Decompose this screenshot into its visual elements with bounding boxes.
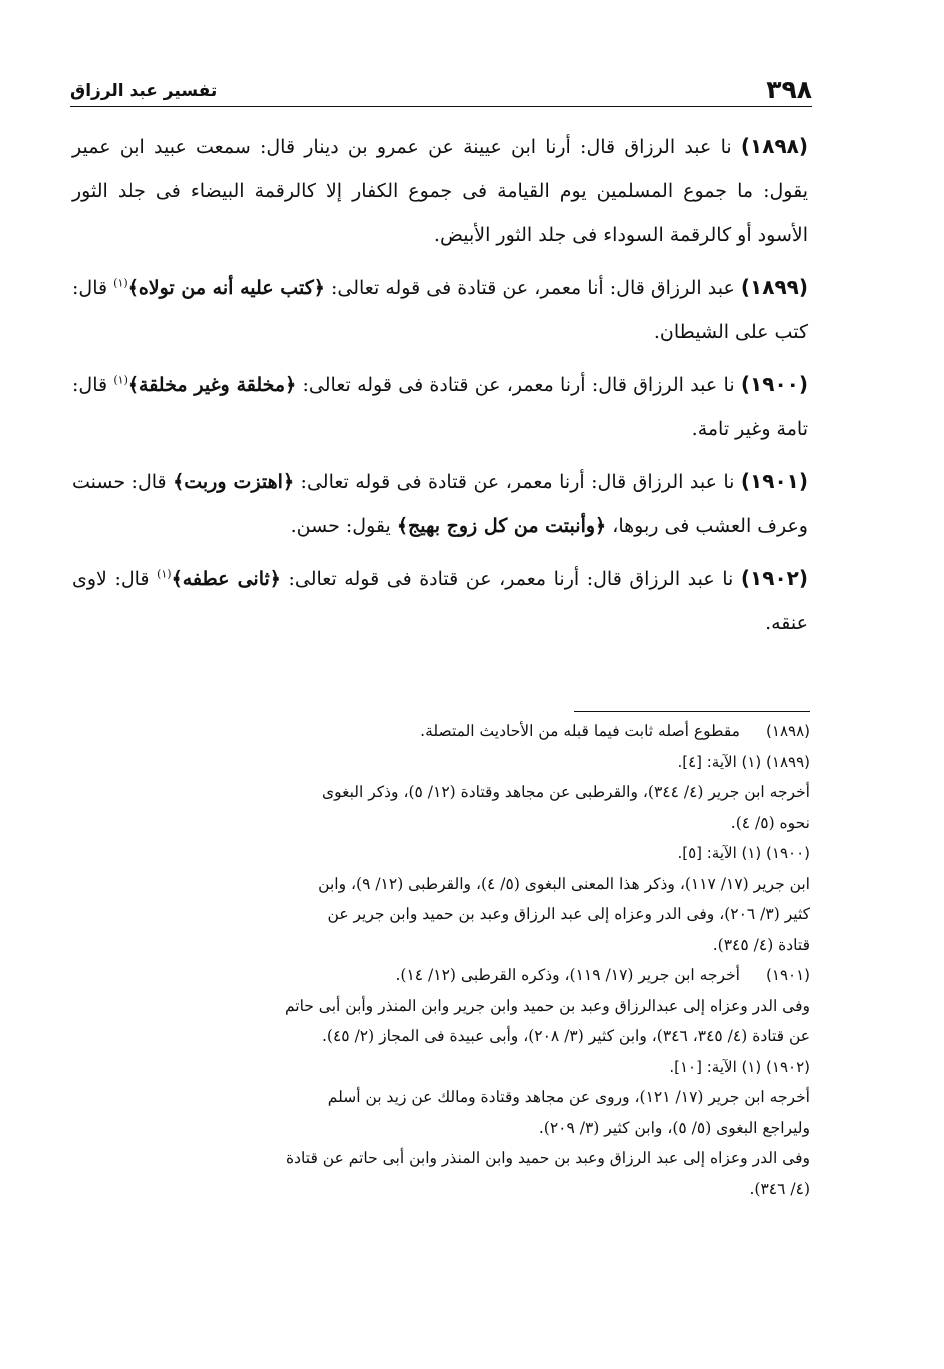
entry-text: نا عبد الرزاق قال: أرنا معمر، عن قتادة فى قوله تعالى: bbox=[296, 374, 741, 396]
footnote-line: وفى الدر وعزاه إلى عبدالرزاق وعبد بن حميد وابن جرير وابن المنذر وأبن أبى حاتم bbox=[284, 996, 810, 1015]
footnote-line: نحوه (٥/ ٤). bbox=[730, 813, 810, 832]
footnote-label: (١٩٠٠) (١) الآية: [٥]. bbox=[677, 844, 810, 862]
entry-number: (١٨٩٨) bbox=[740, 134, 808, 158]
footnote-line: عن قتادة (٤/ ٣٤٥، ٣٤٦)، وابن كثير (٣/ ٢٠٨)، وأبى عبيدة فى المجاز (٢/ ٤٥). bbox=[322, 1027, 810, 1045]
footnote-line: كثير (٣/ ٢٠٦)، وفى الدر وعزاه إلى عبد الرزاق وعبد بن حميد وابن جرير عن bbox=[327, 905, 810, 923]
entry-number: (١٩٠٢) bbox=[740, 566, 808, 590]
entry-1899 bbox=[72, 265, 808, 354]
footnote-first-line bbox=[70, 960, 810, 991]
entry-text: نا عبد الرزاق قال: أرنا ابن عيينة عن عمرو بن دينار قال: سمعت عبيد ابن عمير يقول: ما جموع المسلمين يوم القيامة فى جموع الكفار إلا كالرقمة البيضاء فى جلد الثور الأسود أو كالرقمة السوداء فى جلد الثور الأبيض. bbox=[72, 136, 808, 246]
book-title: تفسير عبد الرزاق bbox=[70, 81, 218, 101]
footnote-1901 bbox=[70, 960, 810, 1052]
quran-verse: ﴿مخلقة وغير مخلقة﴾ bbox=[127, 374, 297, 396]
footnote-1900 bbox=[70, 838, 810, 960]
main-text bbox=[72, 124, 808, 653]
footnote-line: وفى الدر وعزاه إلى عبد الرزاق وعبد بن حميد وابن المنذر وابن أبى حاتم عن قتادة bbox=[286, 1149, 810, 1167]
running-header bbox=[70, 62, 812, 102]
entry-number: (١٩٠١) bbox=[740, 469, 809, 493]
footnote-line: أخرجه ابن جرير (١٧/ ١٢١)، وروى عن مجاهد وقتادة ومالك عن زيد بن أسلم bbox=[327, 1088, 810, 1106]
entry-1901 bbox=[72, 459, 808, 548]
quran-verse: ﴿وأنبتت من كل زوج بهيج﴾ bbox=[396, 515, 607, 537]
page-number: ٣٩٨ bbox=[766, 75, 812, 104]
entry-text: قال: تامة وغير تامة. bbox=[72, 374, 808, 440]
footnote-line: قتادة (٤/ ٣٤٥). bbox=[712, 935, 810, 954]
footnote-1898 bbox=[70, 716, 810, 747]
entry-text: عبد الرزاق قال: أنا معمر، عن قتادة فى قوله تعالى: bbox=[324, 277, 741, 299]
footnote-line: أخرجه ابن جرير (١٧/ ١١٩)، وذكره القرطبى (١٢/ ١٤). bbox=[395, 966, 740, 984]
entry-text: يقول: حسن. bbox=[290, 515, 397, 537]
entry-1898 bbox=[72, 124, 808, 257]
footnote-rule bbox=[574, 711, 810, 712]
entry-text: قال: كتب على الشيطان. bbox=[72, 277, 808, 343]
entry-text: نا عبد الرزاق قال: أرنا معمر، عن قتادة فى قوله تعالى: bbox=[294, 471, 741, 493]
footnote-label: (١٩٠١) bbox=[766, 966, 810, 984]
footnote-ref: (١) bbox=[113, 373, 128, 387]
footnote-text: مقطوع أصله ثابت فيما قبله من الأحاديث المتصلة. bbox=[420, 722, 740, 740]
footnote-ref: (١) bbox=[157, 567, 172, 581]
header-rule bbox=[70, 106, 812, 107]
footnotes bbox=[70, 716, 810, 1204]
footnote-ref: (١) bbox=[113, 276, 128, 290]
entry-number: (١٨٩٩) bbox=[740, 275, 808, 299]
footnote-line: وليراجع البغوى (٥/ ٥)، وابن كثير (٣/ ٢٠٩). bbox=[538, 1118, 810, 1137]
footnote-label: (١٩٠٢) (١) الآية: [١٠]. bbox=[669, 1057, 810, 1076]
footnote-label: (١٨٩٨) bbox=[766, 722, 810, 740]
quran-verse: ﴿اهتزت وربت﴾ bbox=[173, 471, 295, 493]
quran-verse: ﴿ثانى عطفه﴾ bbox=[171, 568, 281, 590]
footnote-line: ابن جرير (١٧/ ١١٧)، وذكر هذا المعنى البغوى (٥/ ٤)، والقرطبى (١٢/ ٩)، وابن bbox=[318, 874, 810, 893]
footnote-1902 bbox=[70, 1052, 810, 1205]
footnote-1899 bbox=[70, 747, 810, 839]
entry-text: قال: حسنت وعرف العشب فى ربوها، bbox=[72, 471, 808, 537]
entry-text: قال: لاوى عنقه. bbox=[72, 568, 808, 634]
entry-text: نا عبد الرزاق قال: أرنا معمر، عن قتادة فى قوله تعالى: bbox=[280, 568, 741, 590]
footnote-label: (١٨٩٩) (١) الآية: [٤]. bbox=[677, 752, 810, 771]
quran-verse: ﴿كتب عليه أنه من تولاه﴾ bbox=[127, 277, 325, 299]
entry-1902 bbox=[72, 556, 808, 645]
footnote-line: أخرجه ابن جرير (٤/ ٣٤٤)، والقرطبى عن مجاهد وقتادة (١٢/ ٥)، وذكر البغوى bbox=[321, 783, 810, 801]
entry-number: (١٩٠٠) bbox=[740, 372, 808, 396]
entry-1900 bbox=[72, 362, 808, 451]
footnote-line: (٤/ ٣٤٦). bbox=[749, 1179, 810, 1198]
